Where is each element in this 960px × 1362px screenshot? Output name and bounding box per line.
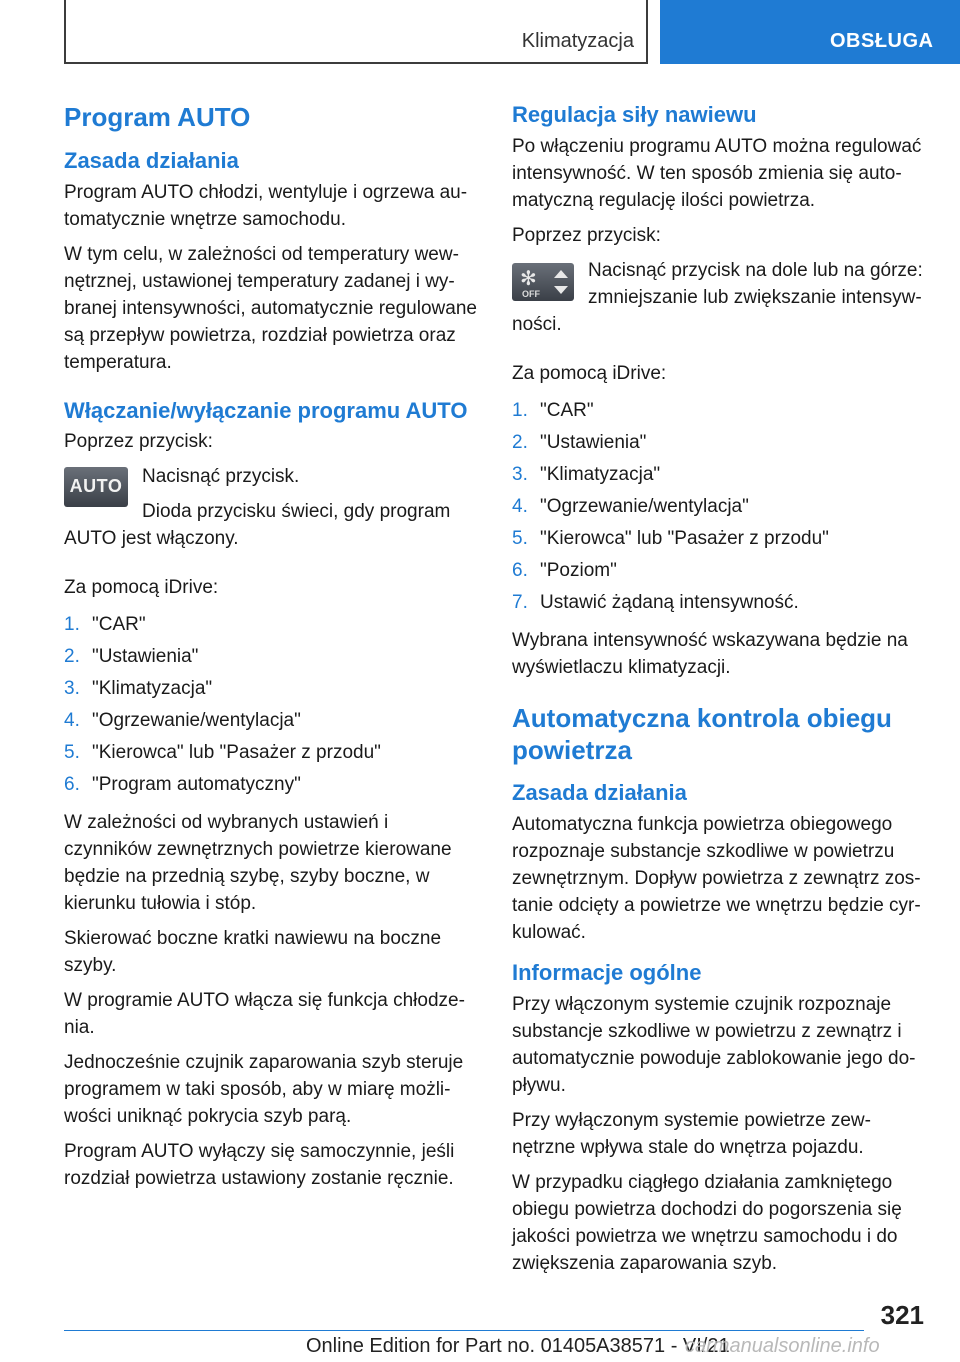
auto-button-icon [64,467,128,507]
step-number: 4. [512,495,528,517]
header-chapter-label: OBSŁUGA [830,30,934,52]
header-chapter-tab [660,0,960,64]
fan-off-label: OFF [522,288,540,299]
paragraph-idrive: Za pomocą iDrive: [64,577,219,599]
idrive-steps-list [512,395,926,619]
auto-button-icon-label: AUTO [69,476,123,497]
step-text: "Klimatyzacja" [540,463,661,485]
step-number: 1. [64,614,80,636]
list-item [512,587,926,619]
step-number: 2. [512,431,528,453]
step-text: "CAR" [92,614,146,636]
step-number: 5. [512,527,528,549]
paragraph-after-1: W zależności od wybranych ustawień i czynników zewnętrznych powietrze kierowane będzie na przednią szybę, szyby boczne, w kierunku tułowia i stóp. [64,812,452,915]
watermark: carmanualsonline.info [685,1335,880,1357]
paragraph-idrive: Za pomocą iDrive: [512,362,667,384]
step-text: "Program automatyczny" [92,774,301,796]
paragraph-info-2: Przy wyłączonym systemie powietrze zew-nętrzne wpływa stale do wnętrza pojazdu. [512,1109,871,1158]
step-number: 6. [512,559,528,581]
step-number: 3. [64,678,80,700]
paragraph-poprzez-przycisk: Poprzez przycisk: [512,224,661,246]
paragraph-info-1: Przy włączonym systemie czujnik rozpoznaje substancje szkodliwe w powietrzu z zewnątrz i automatycznie powoduje zablokowanie jego do-pływu. [512,993,916,1096]
heading-informacje-ogolne: Informacje ogólne [512,960,702,986]
paragraph-poprzez-przycisk: Poprzez przycisk: [64,431,213,453]
list-item [64,609,478,641]
step-number: 2. [64,646,80,668]
list-item [512,427,926,459]
footer-divider [64,1330,864,1331]
step-number: 1. [512,399,528,421]
paragraph-intro-1: Program AUTO chłodzi, wentyluje i ogrzewa au-tomatycznie wnętrze samochodu. [64,181,468,230]
step-text: "Kierowca" lub "Pasażer z przodu" [92,742,381,764]
page-number: 321 [880,1300,924,1330]
heading-automatyczna-kontrola: Automatyczna kontrola obiegu powietrza [512,702,892,765]
step-text: "Ustawienia" [92,646,199,668]
heading-wlaczanie-auto: Włączanie/wyłączanie programu AUTO [64,397,468,423]
header-section-box [64,0,648,64]
list-item [512,491,926,523]
step-text: "Klimatyzacja" [92,678,213,700]
idrive-steps-list [64,609,478,801]
heading-zasada-dzialania: Zasada działania [512,780,687,806]
step-text: Ustawić żądaną intensywność. [540,591,799,613]
step-number: 4. [64,710,80,732]
arrow-up-icon [554,270,568,278]
paragraph-info-3: W przypadku ciągłego działania zamkniętego obiegu powietrza dochodzi do pogorszenia się jakości powietrza we wnętrzu samochodu i do zwiększenia zaparowania szyb. [512,1171,902,1274]
left-column [64,102,478,1200]
paragraph-dioda: Dioda przycisku świeci, gdy program AUTO jest włączony. [64,501,451,550]
auto-button-instruction [64,463,478,560]
list-item [64,737,478,769]
heading-regulacja-sily-nawiewu: Regulacja siły nawiewu [512,102,757,127]
step-text: "Ogrzewanie/wentylacja" [540,495,749,517]
paragraph-nacisnac-gora-dol: Nacisnąć przycisk na dole lub na górze: zmniejszanie lub zwiększanie intensyw-ności. [512,259,923,335]
footer-edition: Online Edition for Part no. 01405A38571 - VI/21 [306,1335,730,1357]
paragraph-intro-2: W tym celu, w zależności od temperatury wew-nętrznej, ustawionej temperatury zadanej i wy-branej intensywności, automatycznie regulowane są przepływ powietrza, rozdział powietrza oraz temperatura. [64,243,477,373]
step-number: 7. [512,591,528,613]
heading-program-auto: Program AUTO [64,102,251,132]
list-item [64,641,478,673]
list-item [512,395,926,427]
paragraph-after-4: Jednocześnie czujnik zaparowania szyb steruje programem w taki sposób, aby w miarę możli-wości uniknąć pokrycia szyb parą. [64,1052,464,1128]
list-item [64,705,478,737]
fan-button-icon [512,263,574,301]
fan-button-instruction [512,257,926,346]
list-item [64,769,478,801]
paragraph-nacisnac-przycisk: Nacisnąć przycisk. [142,466,300,488]
list-item [64,673,478,705]
paragraph-wybrana-intensywnosc: Wybrana intensywność wskazywana będzie na wyświetlaczu klimatyzacji. [512,629,908,678]
paragraph-after-5: Program AUTO wyłączy się samoczynnie, jeśli rozdział powietrza ustawiony zostanie ręcznie. [64,1141,455,1190]
step-text: "Poziom" [540,559,617,581]
list-item [512,555,926,587]
paragraph-after-2: Skierować boczne kratki nawiewu na boczne szyby. [64,928,442,977]
arrow-down-icon [554,286,568,294]
step-text: "Kierowca" lub "Pasażer z przodu" [540,527,829,549]
step-number: 5. [64,742,80,764]
paragraph-regulacja: Po włączeniu programu AUTO można regulować intensywność. W ten sposób zmienia się auto-matyczną regulację ilości powietrza. [512,135,922,211]
step-number: 6. [64,774,80,796]
header-section-title: Klimatyzacja [521,30,634,52]
step-text: "CAR" [540,399,594,421]
step-text: "Ustawienia" [540,431,647,453]
step-number: 3. [512,463,528,485]
list-item [512,523,926,555]
right-column [512,102,926,1285]
paragraph-after-3: W programie AUTO włącza się funkcja chłodze-nia. [64,990,465,1039]
paragraph-zasada: Automatyczna funkcja powietrza obiegowego rozpoznaje substancje szkodliwe w powietrzu zewnętrznym. Dopływ powietrza z zewnątrz zos-tanie odcięty a powietrze we wnętrzu będzie cyr-kulować. [512,814,921,944]
heading-zasada-dzialania: Zasada działania [64,147,239,173]
fan-icon: ✻ [520,267,537,290]
list-item [512,459,926,491]
step-text: "Ogrzewanie/wentylacja" [92,710,301,732]
